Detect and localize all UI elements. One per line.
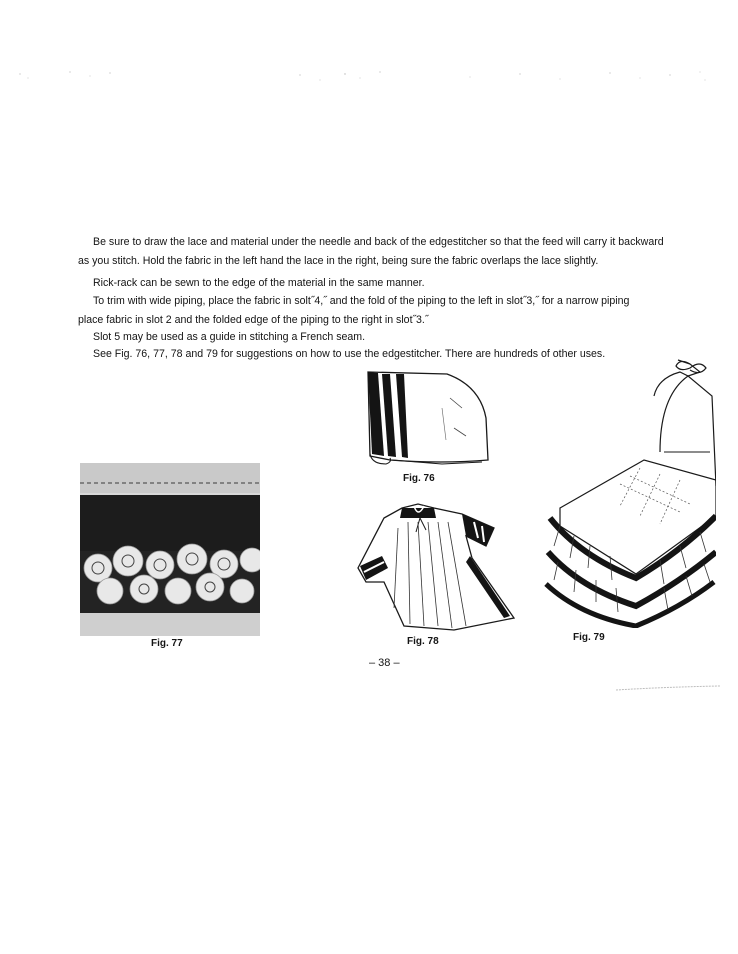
text-line: Be sure to draw the lace and material under the needle and back of the edgestitcher so that the feed will carry it backward bbox=[93, 236, 664, 248]
scan-artifact bbox=[616, 684, 720, 694]
text-line: Rick-rack can be sewn to the edge of the material in the same manner. bbox=[93, 277, 425, 289]
lace-photo-icon bbox=[80, 463, 260, 636]
page-number: – 38 – bbox=[369, 657, 400, 669]
paragraph-piping bbox=[0, 295, 738, 326]
paragraph-french-seam bbox=[0, 331, 738, 344]
fig-76-label: Fig. 76 bbox=[403, 473, 435, 484]
fig-78-label: Fig. 78 bbox=[407, 636, 439, 647]
text-line: as you stitch. Hold the fabric in the left hand the lace in the right, being sure the fabric overlaps the lace slightly. bbox=[78, 255, 599, 267]
bassinet-icon bbox=[540, 356, 716, 628]
bonnet-icon bbox=[362, 368, 492, 468]
text-line: place fabric in slot 2 and the folded edge of the piping to the right in slot˝3.˝ bbox=[78, 314, 429, 326]
text-line: To trim with wide piping, place the fabric in solt˝4,˝ and the fold of the piping to the left in slot˝3,˝ for a narrow piping bbox=[93, 295, 630, 307]
text-line: See Fig. 76, 77, 78 and 79 for suggestions on how to use the edgestitcher. There are hundreds of other uses. bbox=[93, 348, 606, 360]
paragraph-rick-rack bbox=[0, 277, 738, 290]
dress-icon bbox=[354, 498, 516, 632]
fig-79-label: Fig. 79 bbox=[573, 632, 605, 643]
text-line: Slot 5 may be used as a guide in stitching a French seam. bbox=[93, 331, 366, 343]
paragraph-lace bbox=[0, 236, 738, 267]
scan-speckle-top bbox=[0, 66, 738, 106]
fig-77-label: Fig. 77 bbox=[151, 638, 183, 649]
